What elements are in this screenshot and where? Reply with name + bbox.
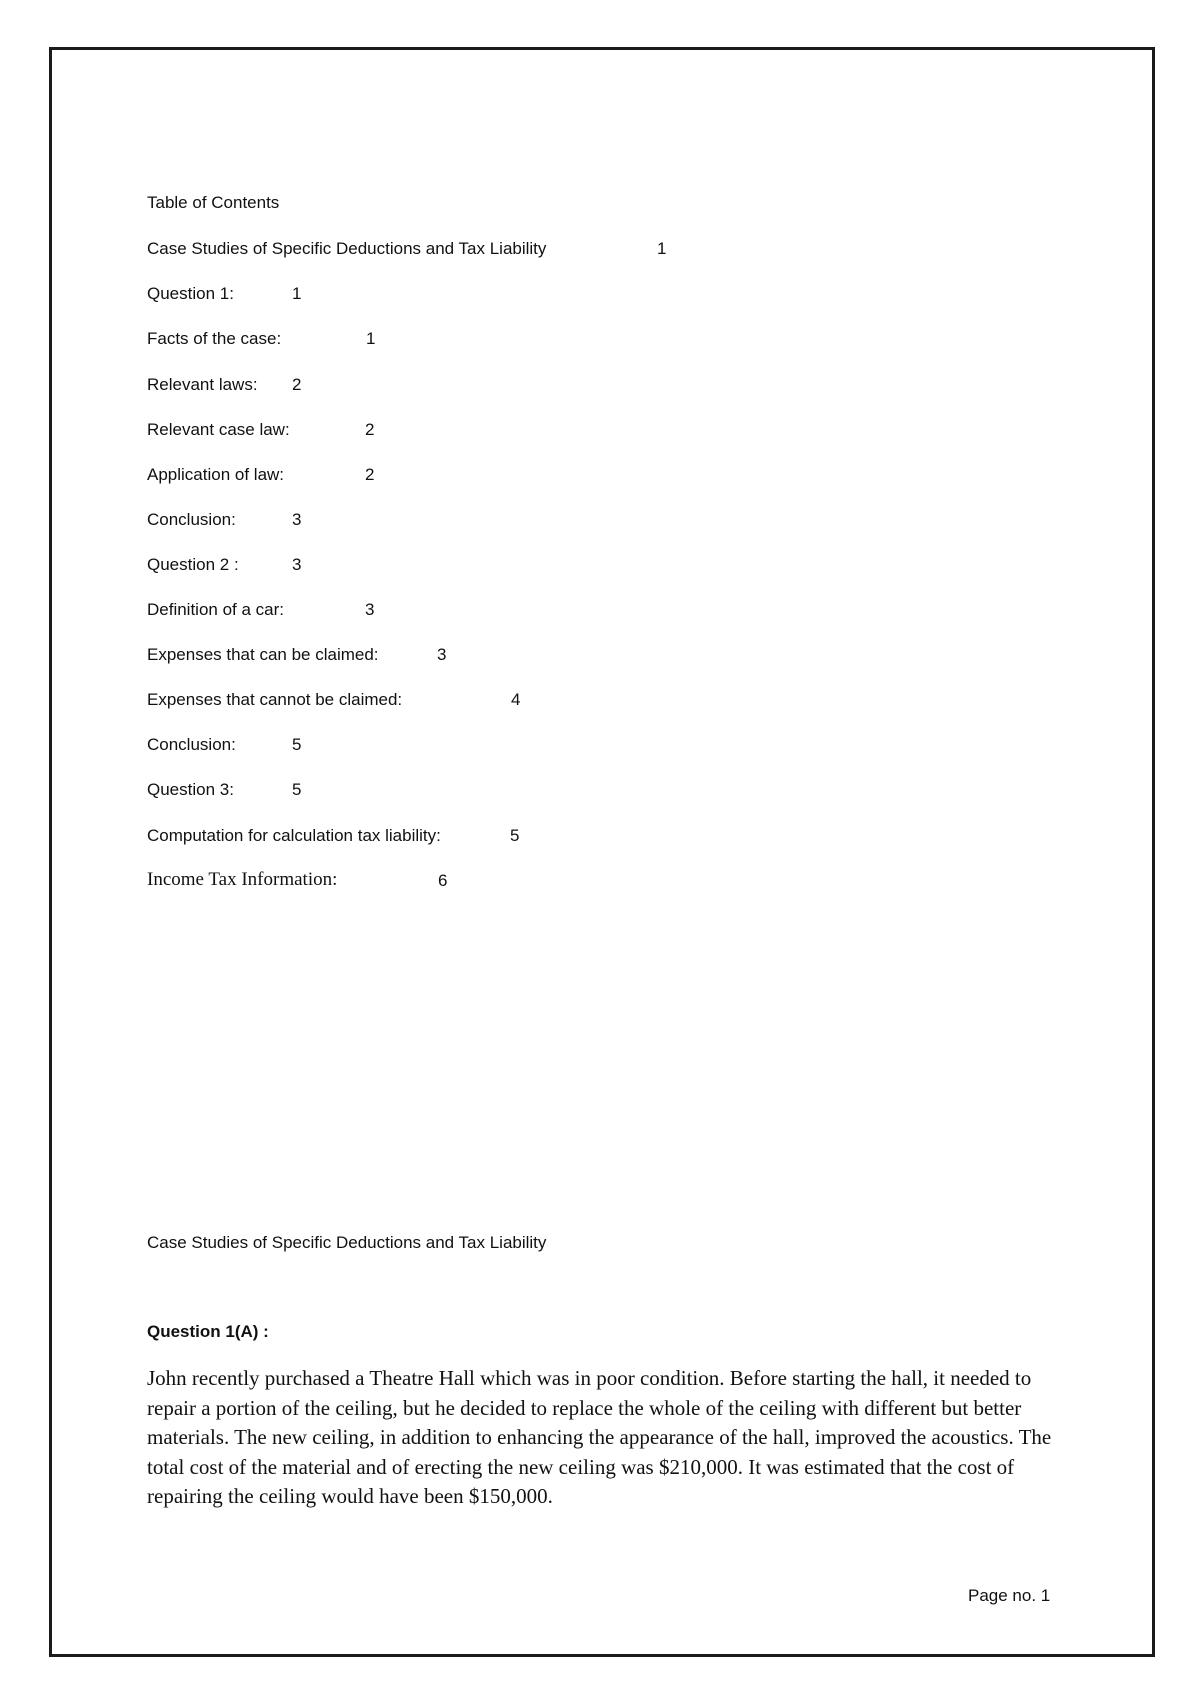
toc-title: Table of Contents	[147, 193, 280, 212]
toc-entry[interactable]	[147, 780, 302, 800]
toc-entry-page: 2	[365, 465, 375, 484]
toc-entry[interactable]	[147, 690, 521, 710]
toc-entry-page: 3	[292, 510, 302, 529]
toc-entry[interactable]	[147, 465, 375, 485]
toc-entry-page: 3	[437, 645, 447, 664]
toc-entry-page: 5	[292, 735, 302, 754]
toc-entry-page: 6	[438, 871, 448, 890]
toc-entry-label: Question 3:	[147, 780, 234, 799]
toc-entry-label: Definition of a car:	[147, 600, 285, 619]
toc-entry[interactable]	[147, 329, 376, 349]
toc-entry-page: 2	[292, 375, 302, 394]
toc-entry[interactable]	[147, 645, 447, 665]
toc-entry-label: Relevant case law:	[147, 420, 290, 439]
toc-entry-label: Conclusion:	[147, 735, 236, 754]
toc-entry-page: 3	[292, 555, 302, 574]
toc-entry-page: 5	[510, 826, 520, 845]
toc-entry[interactable]	[147, 555, 302, 575]
toc-entry[interactable]	[147, 600, 375, 620]
toc-entry-page: 3	[365, 600, 375, 619]
toc-entry-page: 5	[292, 780, 302, 799]
toc-entry-label: Conclusion:	[147, 510, 236, 529]
toc-entry[interactable]	[147, 420, 375, 440]
page-number: Page no. 1	[968, 1586, 1051, 1605]
section-heading: Case Studies of Specific Deductions and Tax Liability	[147, 1233, 547, 1252]
toc-entry-page: 1	[657, 239, 667, 258]
toc-entry-label: Computation for calculation tax liability:	[147, 826, 441, 845]
toc-entry-label: Relevant laws:	[147, 375, 258, 394]
toc-entry-page: 4	[511, 690, 521, 709]
toc-entry[interactable]	[147, 735, 302, 755]
toc-entry[interactable]	[147, 284, 302, 304]
toc-entry[interactable]	[147, 239, 667, 259]
toc-entry[interactable]	[147, 375, 302, 395]
toc-entry-label: Case Studies of Specific Deductions and Tax Liability	[147, 239, 547, 258]
toc-entry-label: Expenses that can be claimed:	[147, 645, 379, 664]
toc-entry-page: 1	[366, 329, 376, 348]
toc-entry[interactable]	[147, 510, 302, 530]
toc-entry[interactable]	[147, 826, 520, 846]
question-heading: Question 1(A) :	[147, 1322, 269, 1341]
toc-entry-label: Application of law:	[147, 465, 285, 484]
toc-entry[interactable]	[147, 869, 448, 891]
toc-entry-label: Facts of the case:	[147, 329, 282, 348]
toc-entry-page: 2	[365, 420, 375, 439]
toc-entry-label: Expenses that cannot be claimed:	[147, 690, 403, 709]
toc-entry-label: Income Tax Information:	[147, 869, 338, 890]
toc-entry-label: Question 1:	[147, 284, 234, 303]
toc-entry-page: 1	[292, 284, 302, 303]
question-paragraph: John recently purchased a Theatre Hall which was in poor condition. Before starting the hall, it needed to repair a portion of the ceiling, but he decided to replace the whole of the ceiling with different but better materials. The new ceiling, in addition to enhancing the appearance of the hall, improved the acoustics. The total cost of the material and of erecting the new ceiling was $210,000. It was estimated that the cost of repairing the ceiling would have been $150,000.	[147, 1366, 1052, 1508]
toc-entry-label: Question 2 :	[147, 555, 239, 574]
